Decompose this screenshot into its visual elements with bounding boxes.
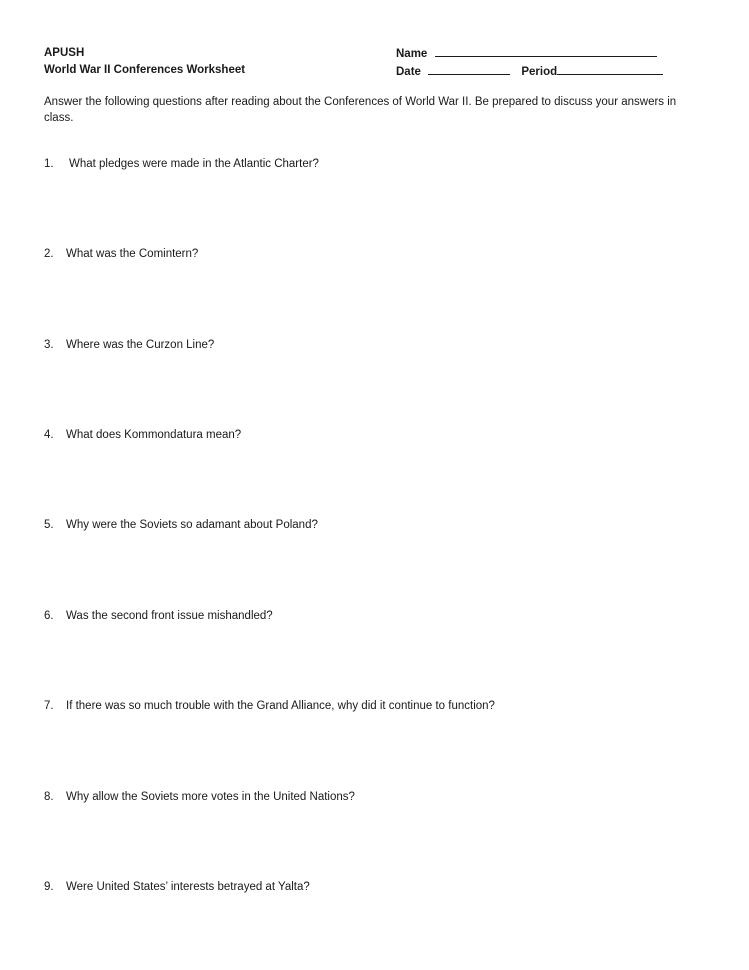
question-text: Was the second front issue mishandled? <box>66 610 273 622</box>
question-1 <box>44 156 319 172</box>
question-6 <box>44 608 273 624</box>
question-8 <box>44 789 355 805</box>
answer-space-4[interactable] <box>66 447 686 507</box>
question-number: 1. <box>44 158 54 170</box>
question-4 <box>44 427 241 443</box>
question-7 <box>44 698 495 714</box>
header-left <box>44 45 245 79</box>
answer-space-9[interactable] <box>66 899 686 959</box>
date-field[interactable] <box>428 63 510 75</box>
question-text: Why allow the Soviets more votes in the United Nations? <box>66 791 355 803</box>
question-number: 4. <box>44 429 54 441</box>
answer-space-6[interactable] <box>66 628 686 688</box>
answer-space-8[interactable] <box>66 809 686 869</box>
question-number: 2. <box>44 248 54 260</box>
question-text: What does Kommondatura mean? <box>66 429 242 441</box>
answer-space-5[interactable] <box>66 537 686 597</box>
name-label: Name <box>396 48 428 60</box>
worksheet-title: World War II Conferences Worksheet <box>44 64 246 76</box>
question-text: Were United States’ interests betrayed at Yalta? <box>66 881 310 893</box>
question-number: 3. <box>44 339 54 351</box>
question-number: 9. <box>44 881 54 893</box>
instructions-text: Answer the following questions after reading about the Conferences of World War II. Be prepared to discuss your answers in class. <box>44 96 677 124</box>
question-5 <box>44 517 318 533</box>
question-text: If there was so much trouble with the Grand Alliance, why did it continue to function? <box>66 700 495 712</box>
header-right <box>396 45 663 81</box>
date-period-row <box>396 63 663 81</box>
period-label: Period <box>521 66 558 78</box>
date-label: Date <box>396 66 421 78</box>
question-text: What was the Comintern? <box>66 248 199 260</box>
question-text: Where was the Curzon Line? <box>66 339 215 351</box>
question-number: 6. <box>44 610 54 622</box>
answer-space-1[interactable] <box>66 176 686 236</box>
question-2 <box>44 246 198 262</box>
name-field[interactable] <box>435 45 657 57</box>
course-name: APUSH <box>44 47 85 59</box>
answer-space-2[interactable] <box>66 266 686 326</box>
question-9 <box>44 879 310 895</box>
question-3 <box>44 337 214 353</box>
name-row <box>396 45 663 63</box>
answer-space-7[interactable] <box>66 718 686 778</box>
question-number: 8. <box>44 791 54 803</box>
question-text: What pledges were made in the Atlantic Charter? <box>69 158 319 170</box>
answer-space-3[interactable] <box>66 357 686 417</box>
period-field[interactable] <box>557 63 663 75</box>
question-number: 5. <box>44 519 54 531</box>
question-text: Why were the Soviets so adamant about Poland? <box>66 519 318 531</box>
question-number: 7. <box>44 700 54 712</box>
